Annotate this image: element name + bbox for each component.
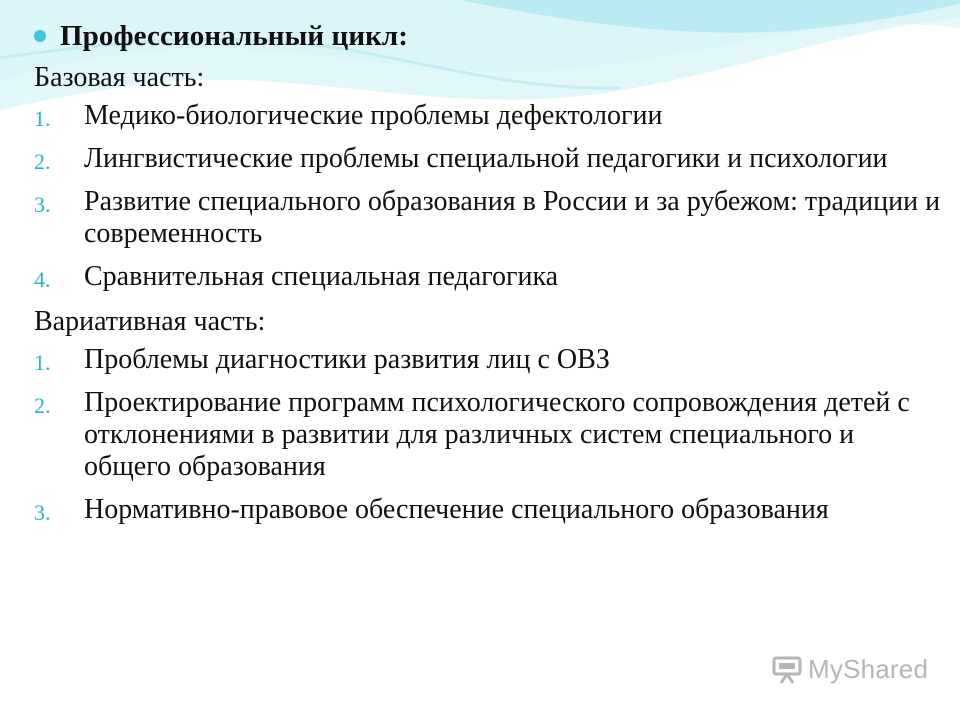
list-item [34,143,944,175]
list-item [34,261,944,293]
list-item [34,494,944,526]
watermark [772,654,928,685]
list-item-text: Проблемы диагностики развития лиц с ОВЗ [84,344,610,375]
list-item [34,100,944,132]
list-item-text: Проектирование программ психологического сопровождения детей с отклонениями в развитии для различных систем специального и общего образования [84,387,910,482]
list-item [34,186,944,250]
list-item-text: Сравнительная специальная педагогика [84,261,559,292]
base-part-list [34,100,944,293]
list-item-text: Развитие специального образования в России и за рубежом: традиции и современность [84,186,941,249]
slide-content [34,14,944,537]
list-item-text: Лингвистические проблемы специальной педагогики и психологии [84,143,888,174]
list-number: 3. [34,500,51,525]
slide-heading: Профессиональный цикл: [60,19,409,52]
list-number: 2. [34,149,51,174]
list-number: 1. [34,106,51,131]
bullet-dot-icon [34,30,46,42]
base-part-label: Базовая часть: [34,62,205,93]
list-number: 4. [34,267,51,292]
list-item-text: Нормативно-правовое обеспечение специального образования [84,494,829,525]
list-number: 1. [34,350,51,375]
list-item-text: Медико-биологические проблемы дефектологии [84,100,663,131]
list-number: 3. [34,192,51,217]
list-item [34,344,944,376]
list-item [34,387,944,483]
list-number: 2. [34,393,51,418]
heading-row [34,14,944,58]
variative-part-list [34,344,944,526]
presentation-icon [772,656,802,684]
variative-part-label: Вариативная часть: [34,306,266,337]
watermark-text: MyShared [808,654,929,684]
